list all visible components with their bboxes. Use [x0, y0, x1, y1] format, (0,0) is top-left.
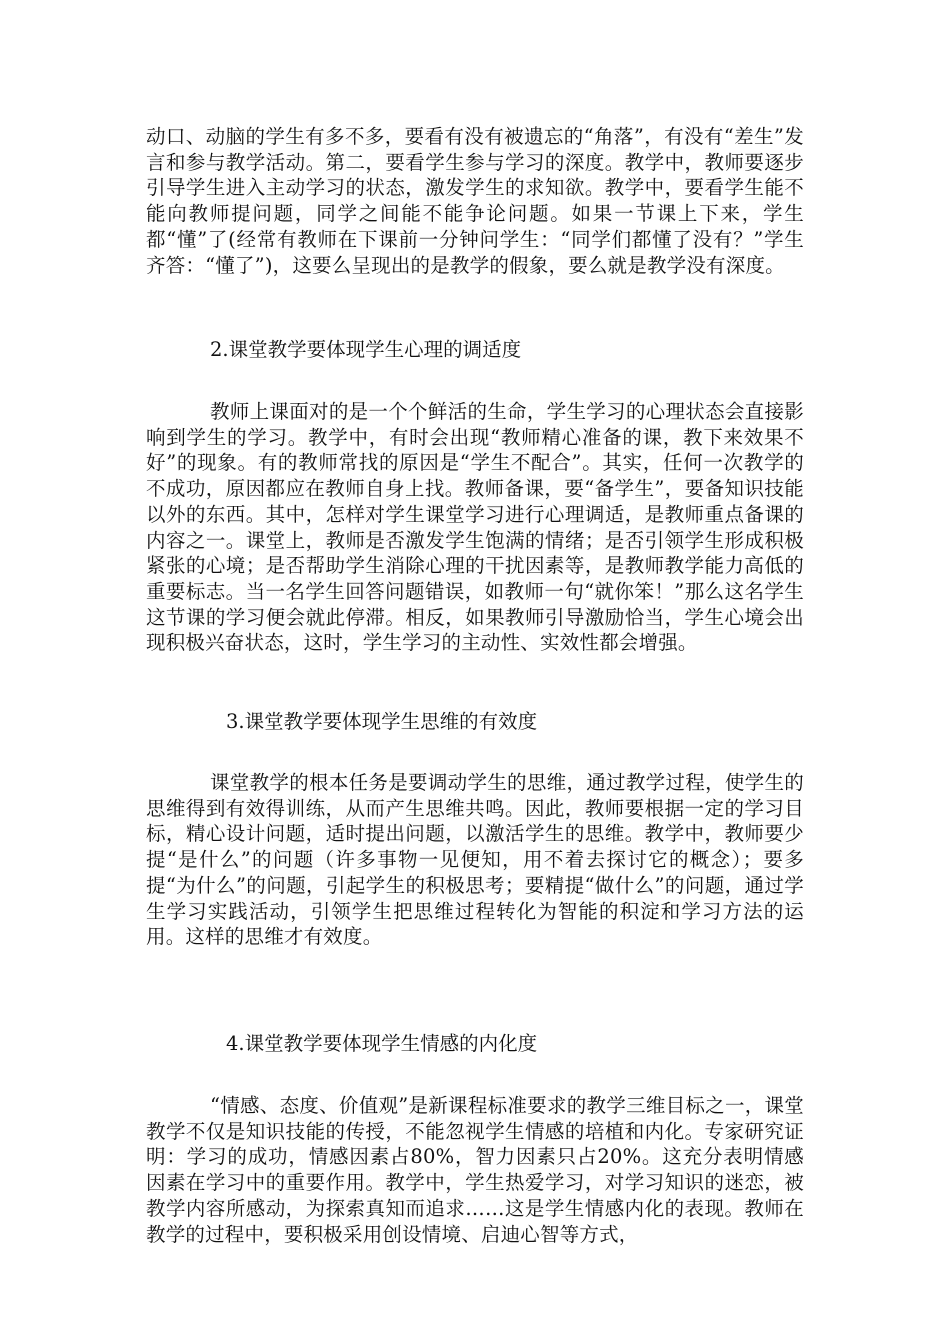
- body-paragraph-3: 课堂教学的根本任务是要调动学生的思维，通过教学过程，使学生的思维得到有效得训练，从而产生思维共鸣。因此，教师要根据一定的学习目标，精心设计问题，适时提出问题，以激活学生的思维。教学中，教师要少提“是什么”的问题（许多事物一见便知，用不着去探讨它的概念）；要多提“为什么”的问题，引起学生的积极思考；要精提“做什么”的问题，通过学生学习实践活动，引领学生把思维过程转化为智能的积淀和学习方法的运用。这样的思维才有效度。: [146, 771, 804, 949]
- body-paragraph-2: 教师上课面对的是一个个鲜活的生命，学生学习的心理状态会直接影响到学生的学习。教学中，有时会出现“教师精心准备的课，教下来效果不好”的现象。有的教师常找的原因是“学生不配合”。其实，任何一次教学的不成功，原因都应在教师自身上找。教师备课，要“备学生”，要备知识技能以外的东西。其中，怎样对学生课堂学习进行心理调适，是教师重点备课的内容之一。课堂上，教师是否激发学生饱满的情绪；是否引领学生形成积极紧张的心境；是否帮助学生消除心理的干扰因素等，是教师教学能力高低的重要标志。当一名学生回答问题错误，如教师一句“就你笨！”那么这名学生这节课的学习便会就此停滞。相反，如果教师引导激励恰当，学生心境会出现积极兴奋状态，这时，学生学习的主动性、实效性都会增强。: [146, 400, 804, 655]
- section-heading-2: 2.课堂教学要体现学生心理的调适度: [210, 338, 522, 361]
- body-paragraph-1: 动口、动脑的学生有多不多，要看有没有被遗忘的“角落”，有没有“差生”发言和参与教学活动。第二，要看学生参与学习的深度。教学中，教师要逐步引导学生进入主动学习的状态，激发学生的求知欲。教学中，要看学生能不能向教师提问题，同学之间能不能争论问题。如果一节课上下来，学生都“懂”了(经常有教师在下课前一分钟问学生：“同学们都懂了没有？”学生齐答：“懂了”)，这要么呈现出的是教学的假象，要么就是教学没有深度。: [146, 125, 804, 277]
- body-paragraph-4: “情感、态度、价值观”是新课程标准要求的教学三维目标之一，课堂教学不仅是知识技能的传授，不能忽视学生情感的培植和内化。专家研究证明：学习的成功，情感因素占80%，智力因素只占20%。这充分表明情感因素在学习中的重要作用。教学中，学生热爱学习，对学习知识的迷恋，被教学内容所感动，为探索真知而追求……这是学生情感内化的表现。教师在教学的过程中，要积极采用创设情境、启迪心智等方式，: [146, 1094, 804, 1246]
- section-heading-3: 3.课堂教学要体现学生思维的有效度: [226, 710, 538, 733]
- section-heading-4: 4.课堂教学要体现学生情感的内化度: [226, 1032, 538, 1055]
